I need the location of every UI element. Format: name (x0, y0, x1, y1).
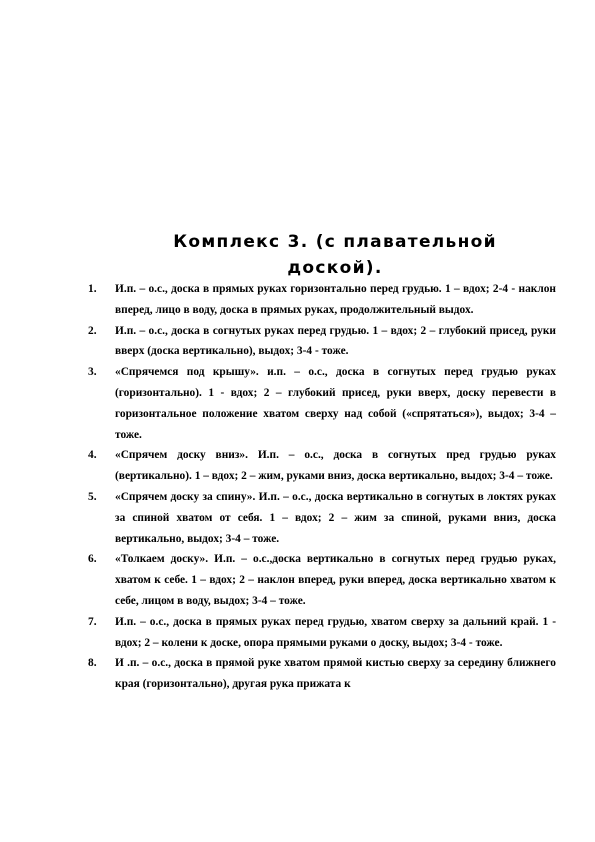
item-number: 3. (88, 366, 97, 379)
exercise-list (88, 279, 556, 695)
item-text: И.п. – о.с., доска в прямых руках горизонтально перед грудью. 1 – вдох; 2-4 - наклон вперед, лицо в воду, доска в прямых руках, продолжительный выдох. (115, 283, 556, 316)
list-item (88, 279, 556, 321)
item-text: И.п. – о.с., доска в согнутых руках перед грудью. 1 – вдох; 2 – глубокий присед, руки вверх (доска вертикально), выдох; 3-4 - тоже. (115, 324, 556, 358)
item-number: 7. (88, 615, 97, 628)
page-title: Комплекс 3. (с плавательной доской). (173, 232, 497, 278)
item-number: 1. (88, 283, 97, 295)
list-item (88, 487, 556, 549)
list-item (88, 549, 556, 611)
item-text: «Спрячем доску вниз». И.п. – о.с., доска в согнутых пред грудью руках (вертикально). 1 – вдох; 2 – жим, руками вниз, доска вертикально, выдох; 3-4 – тоже. (115, 449, 556, 483)
list-item (88, 321, 556, 363)
item-text: И .п. – о.с., доска в прямой руке хватом прямой кистью сверху за середину ближнего края (горизонтально), другая рука прижата к (115, 657, 556, 691)
list-item (88, 612, 556, 654)
item-text: «Спрячем доску за спину». И.п. – о.с., доска вертикально в согнутых в локтях руках за спиной хватом от себя. 1 – вдох; 2 – жим за спиной, руками вниз, доска вертикально, выдох; 3-4 – тоже. (115, 490, 556, 545)
item-number: 2. (88, 324, 97, 337)
item-text: «Толкаем доску». И.п. – о.с.,доска вертикально в согнутых перед грудью руках, хватом к себе. 1 – вдох; 2 – наклон вперед, руки вперед, доска вертикально хватом к себе, лицом в воду, выдох; 3-4 – тоже. (115, 553, 556, 607)
item-text: И.п. – о.с., доска в прямых руках перед грудью, хватом сверху за дальний край. 1 - вдох; 2 – колени к доске, опора прямыми руками о доску, выдох; 3-4 - тоже. (115, 615, 556, 649)
item-number: 6. (88, 553, 97, 566)
item-text: «Спрячемся под крышу». и.п. – о.с., доска в согнутых перед грудью руках (горизонтально). 1 - вдох; 2 – глубокий присед, руки вверх, доску перевести в горизонтальное положение хватом сверху над собой («спрятаться»), выдох; 3-4 – тоже. (115, 366, 556, 441)
list-item (88, 653, 556, 695)
item-number: 4. (88, 449, 97, 462)
item-number: 5. (88, 490, 97, 503)
item-number: 8. (88, 657, 97, 670)
list-item (88, 362, 556, 445)
list-item (88, 445, 556, 487)
